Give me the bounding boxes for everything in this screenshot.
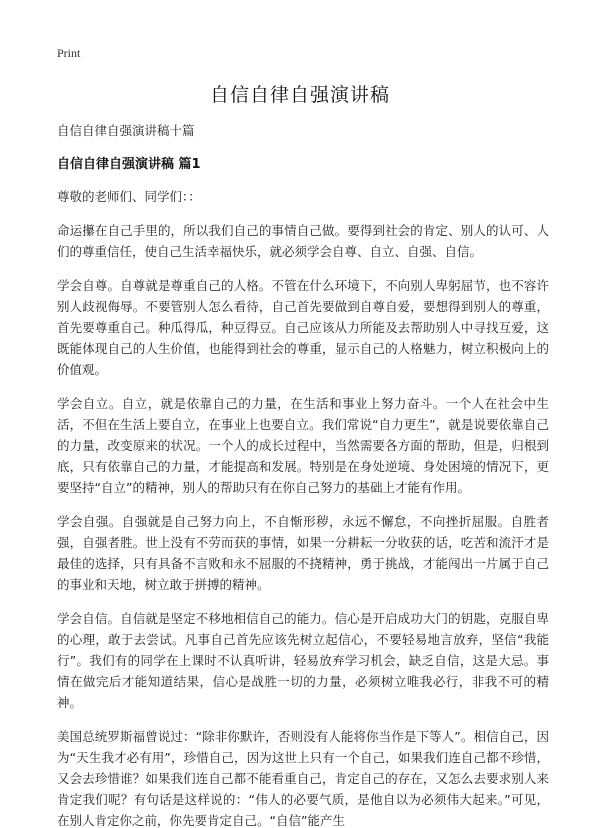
paragraph: 美国总统罗斯福曾说过：“除非你默许，否则没有人能将你当作是下等人”。相信自己，因为“天生我才必有用”，珍惜自己，因为这世上只有一个自己，如果我们连自己都不珍惜，又会去珍惜谁？如果我们连自己都不能看重自己，肯定自己的存在，又怎么去要求别人来肯定我们呢？有句话是这样说的：“伟人的必要气质，是他自以为必须伟大起来。”可见，在别人肯定你之前，你先要肯定自己。“自信”能产生 [57, 729, 549, 828]
paragraph: 学会自尊。自尊就是尊重自己的人格。不管在什么环境下，不向别人卑躬屈节，也不容许别人歧视侮辱。不要管别人怎么看待，自己首先要做到自尊自爱，要想得到别人的尊重，首先要尊重自己。种瓜得瓜，种豆得豆。自己应该从力所能及去帮助别人中寻找互爱，这既能体现自己的人生价值，也能得到社会的尊重，显示自己的人格魅力，树立积极向上的价值观。 [57, 278, 549, 377]
document-subtitle: 自信自律自强演讲稿十篇 [57, 123, 195, 138]
paragraph: 学会自立。自立，就是依靠自己的力量，在生活和事业上努力奋斗。一个人在社会中生活，不但在生活上要自立，在事业上也要自立。我们常说“自力更生”，就是说要依靠自己的力量，改变原来的状况。一个人的成长过程中，当然需要各方面的帮助，但是，归根到底，只有依靠自己的力量，才能提高和发展。特别是在身处逆境、身处困境的情况下，更要坚持“自立”的精神，别人的帮助只有在你自己努力的基础上才能有作用。 [57, 396, 549, 495]
paragraph: 命运攥在自己手里的，所以我们自己的事情自己做。要得到社会的肯定、别人的认可、人们的尊重信任，使自己生活幸福快乐，就必须学会自尊、自立、自强、自信。 [57, 223, 549, 259]
paragraph: 学会自强。自强就是自己努力向上，不自惭形秽，永远不懈怠，不向挫折屈服。自胜者强，自强者胜。世上没有不劳而获的事情，如果一分耕耘一分收获的话，吃苦和流汗才是最佳的选择，只有具备不言败和永不屈服的不挠精神，勇于挑战，才能闯出一片属于自己的事业和天地，树立敢于拼搏的精神。 [57, 514, 549, 592]
paragraph: 学会自信。自信就是坚定不移地相信自己的能力。信心是开启成功大门的钥匙，克服自卑的心理，敢于去尝试。凡事自己首先应该先树立起信心，不要轻易地言放弃，坚信“我能行”。我们有的同学在上课时不认真听讲，轻易放弃学习机会，缺乏自信，这是大忌。事情在做完后才能知道结果，信心是战胜一切的力量，必须树立唯我必行，非我不可的精神。 [57, 611, 549, 710]
document-title: 自信自律自强演讲稿 [209, 84, 390, 106]
document-body [57, 122, 549, 828]
section-heading: 自信自律自强演讲稿 篇1 [57, 157, 201, 172]
print-link[interactable]: Print [57, 46, 81, 60]
greeting: 尊敬的老师们、同学们：： [57, 189, 201, 204]
